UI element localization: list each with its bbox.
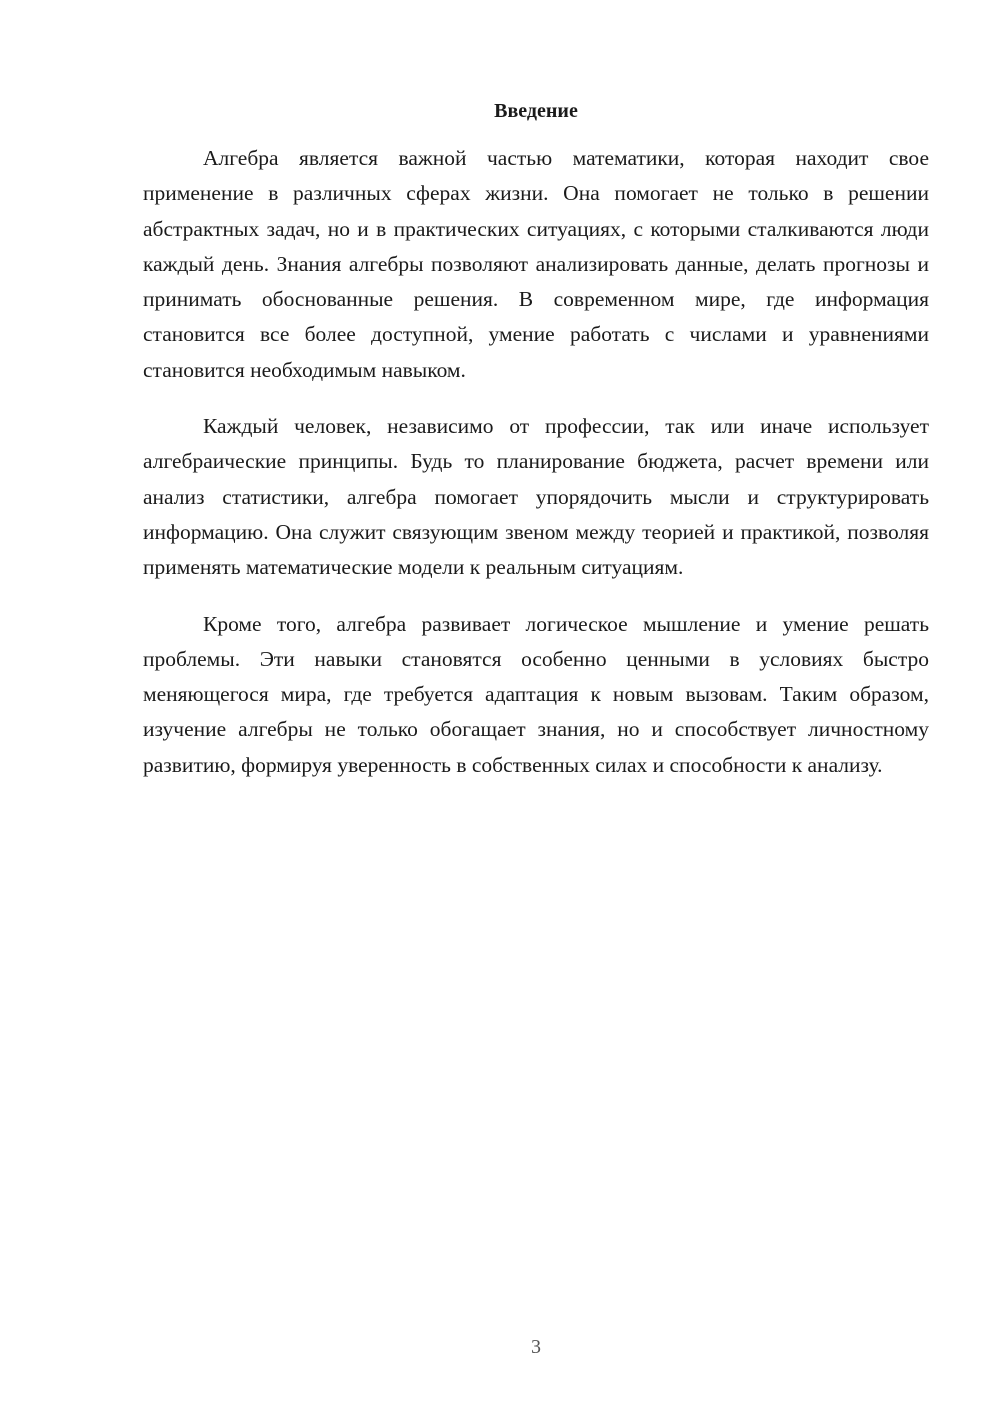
section-heading: Введение xyxy=(494,100,578,122)
page-number: 3 xyxy=(531,1336,541,1358)
paragraph-intro: Алгебра является важной частью математики, которая находит свое применение в различных сферах жизни. Она помогает не только в решении абстрактных задач, но и в практических ситуациях, с которыми сталкиваются люди каждый день. Знания алгебры позволяют анализировать данные, делать прогнозы и принимать обоснованные решения. В современном мире, где информация становится все более доступной, умение работать с числами и уравнениями становится необходимым навыком. xyxy=(143,146,929,382)
body-text xyxy=(143,141,929,804)
paragraph-logical-thinking: Кроме того, алгебра развивает логическое мышление и умение решать проблемы. Эти навыки становятся особенно ценными в условиях быстро меняющегося мира, где требуется адаптация к новым вызовам. Таким образом, изучение алгебры не только обогащает знания, но и способствует личностному развитию, формируя уверенность в собственных силах и способности к анализу. xyxy=(143,611,929,777)
paragraph-everyday-use: Каждый человек, независимо от профессии, так или иначе использует алгебраические принципы. Будь то планирование бюджета, расчет времени или анализ статистики, алгебра помогает упорядочить мысли и структурировать информацию. Она служит связующим звеном между теорией и практикой, позволяя применять математические модели к реальным ситуациям. xyxy=(143,414,929,580)
